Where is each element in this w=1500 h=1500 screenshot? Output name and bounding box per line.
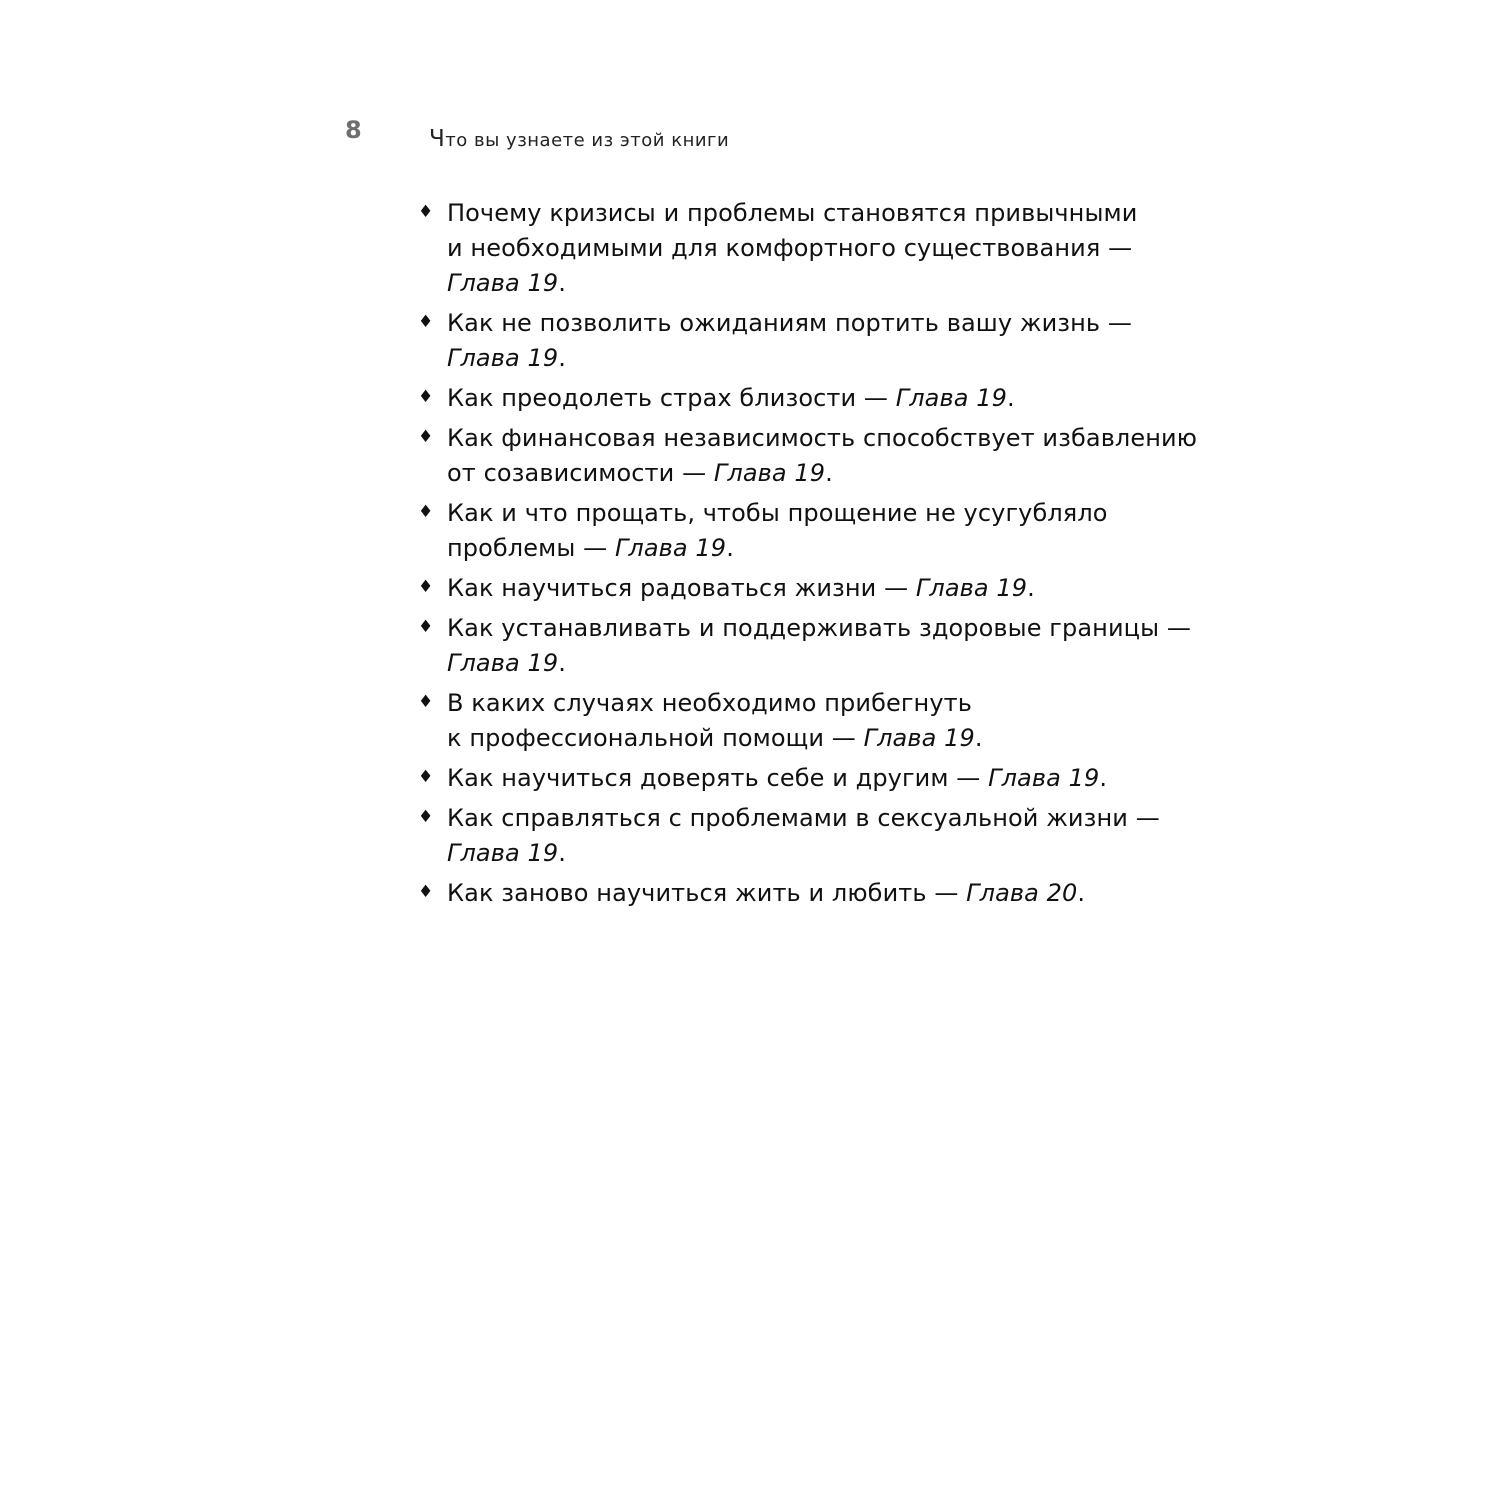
chapter-reference: Глава 19 [895,384,1007,412]
list-item [418,196,1138,301]
chapter-reference: Глава 19 [447,344,559,372]
chapter-reference: Глава 19 [863,724,975,752]
chapter-guide-list [418,196,1198,916]
list-item [418,876,1138,911]
list-item-end: . [558,269,566,297]
bullet-icon: ♦ [418,502,434,522]
list-item-line [447,231,1138,266]
list-item-text: от созависимости — [447,459,714,487]
chapter-reference: Глава 19 [988,764,1100,792]
list-item-end: . [558,649,566,677]
list-item [418,571,1138,606]
list-item-line [447,306,1138,341]
list-item [418,496,1138,566]
running-head [429,128,729,151]
list-item-end: . [825,459,833,487]
list-item-end: . [726,534,734,562]
list-item [418,686,1138,756]
list-item [418,381,1138,416]
list-item-text: проблемы — [447,534,615,562]
bullet-icon: ♦ [418,692,434,712]
list-item-end: . [558,839,566,867]
bullet-icon: ♦ [418,767,434,787]
list-item [418,611,1191,681]
list-item-text: Как устанавливать и поддерживать здоровые границы — [447,614,1191,642]
page-number: 8 [345,116,362,144]
list-item [418,761,1138,796]
chapter-reference: Глава 20 [966,879,1078,907]
list-item-line [447,531,1138,566]
list-item-line [447,876,1138,911]
list-item-line [447,611,1191,646]
list-item-end: . [974,724,983,752]
list-item-line [447,646,1138,681]
bullet-icon: ♦ [418,387,434,407]
bullet-icon: ♦ [418,807,434,827]
bullet-icon: ♦ [418,202,434,222]
bullet-icon: ♦ [418,427,434,447]
bullet-icon: ♦ [418,312,434,332]
list-item-line [447,571,1138,606]
chapter-reference: Глава 19 [915,574,1028,602]
list-item-line [447,421,1198,456]
list-item-text: В каких случаях необходимо прибегнуть [447,689,972,717]
list-item-line [447,381,1138,416]
list-item-line [447,341,1138,376]
list-item-line [447,686,1138,721]
list-item-text: и необходимыми для комфортного существования — [447,234,1133,262]
list-item-end: . [558,344,566,372]
list-item [418,421,1198,491]
list-item-line [447,836,1138,871]
bullet-icon: ♦ [418,617,434,637]
list-item-line [447,196,1138,231]
list-item-end: . [1027,574,1035,602]
running-head-text: то вы узнаете из этой книги [445,130,730,151]
list-item-line [447,721,1138,756]
bullet-icon: ♦ [418,577,434,597]
list-item-text: Как заново научиться жить и любить — [447,879,967,907]
list-item-line [447,266,1138,301]
list-item-end: . [1007,384,1015,412]
list-item-line [447,761,1138,796]
list-item-end: . [1077,879,1086,907]
chapter-reference: Глава 19 [614,534,727,562]
list-item-end: . [1099,764,1108,792]
running-head-initial: Ч [429,126,446,152]
list-item-line [447,456,1138,491]
list-item-text: Как справляться с проблемами в сексуальной жизни — [447,804,1160,832]
chapter-reference: Глава 19 [447,649,559,677]
list-item-line [447,496,1138,531]
list-item-text: Почему кризисы и проблемы становятся привычными [447,199,1138,227]
list-item-text: Как и что прощать, чтобы прощение не усугубляло [447,499,1108,527]
list-item-text: Как не позволить ожиданиям портить вашу жизнь — [447,309,1133,337]
list-item-text: Как научиться радоваться жизни — [447,574,916,602]
list-item-line [447,801,1160,836]
chapter-reference: Глава 19 [713,459,826,487]
list-item-text: Как научиться доверять себе и другим — [447,764,989,792]
bullet-icon: ♦ [418,882,434,902]
list-item-text: Как финансовая независимость способствует избавлению [447,424,1198,452]
chapter-reference: Глава 19 [447,839,559,867]
list-item-text: к профессиональной помощи — [447,724,864,752]
chapter-reference: Глава 19 [447,269,559,297]
list-item [418,801,1160,871]
list-item-text: Как преодолеть страх близости — [447,384,896,412]
list-item [418,306,1138,376]
